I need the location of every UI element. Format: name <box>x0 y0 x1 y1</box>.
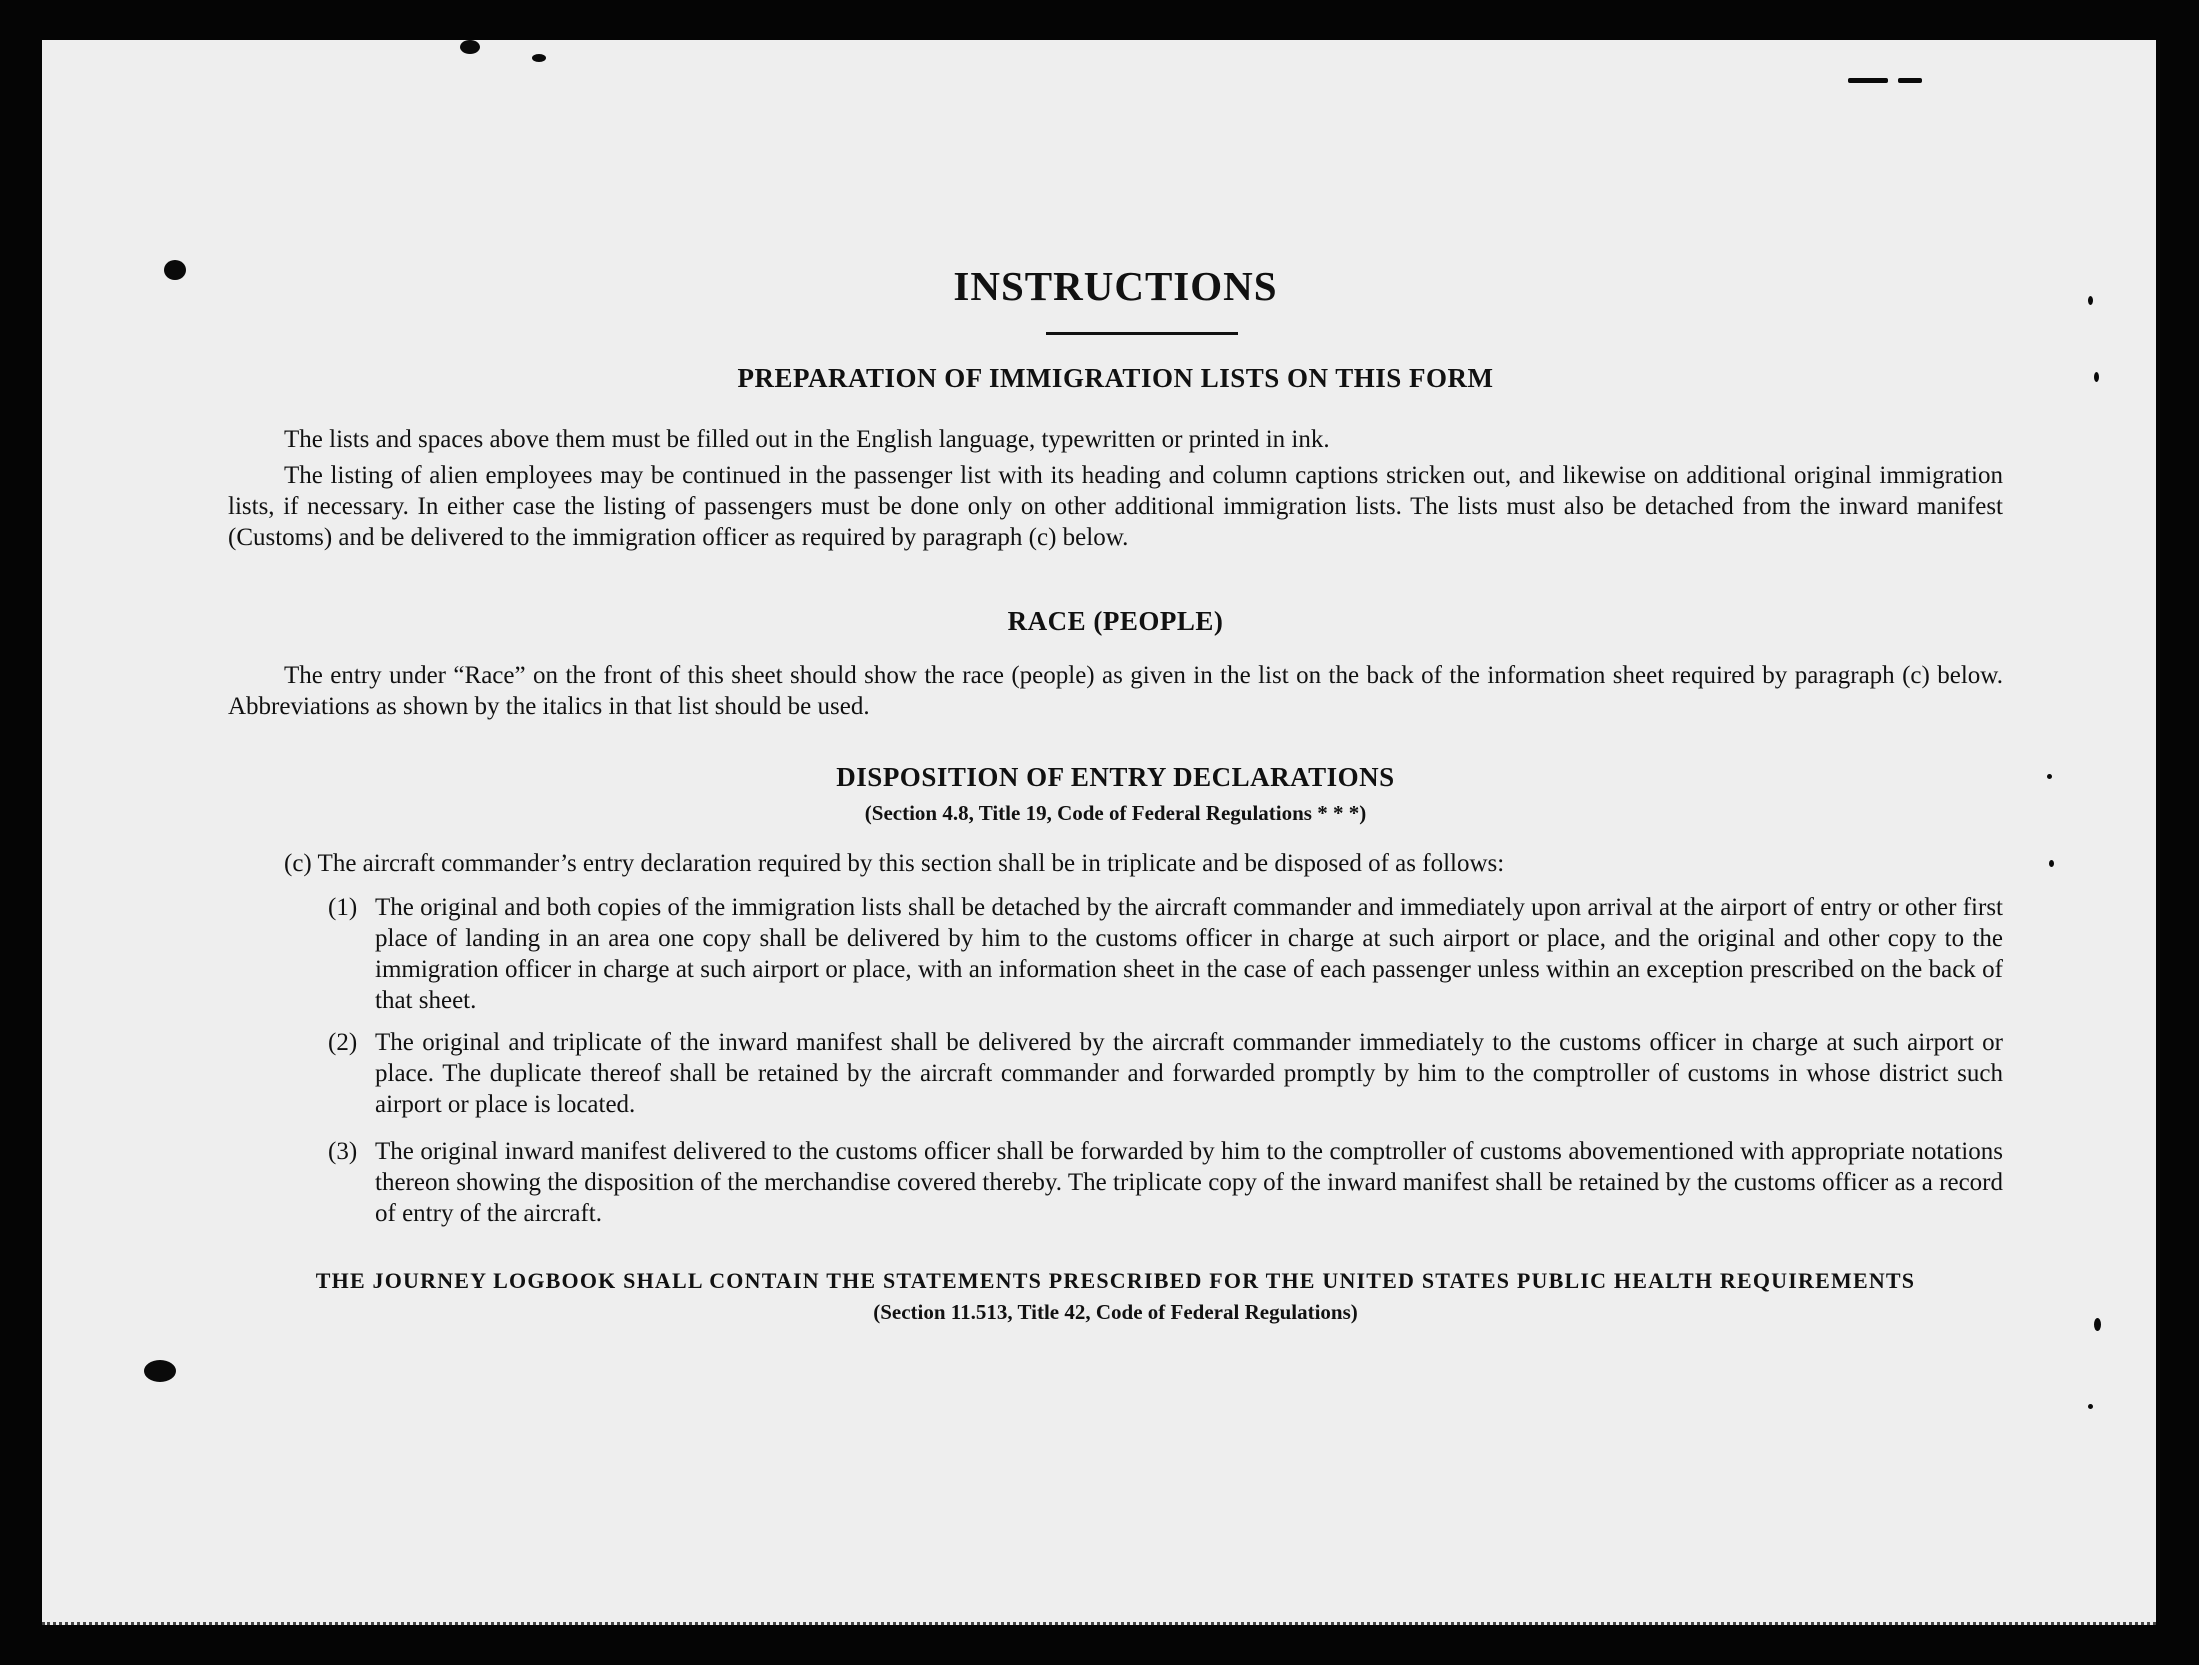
disposition-heading: DISPOSITION OF ENTRY DECLARATIONS <box>836 762 1395 792</box>
item-number: (3) <box>328 1138 358 1165</box>
title-underline <box>1046 332 1238 335</box>
scan-spot <box>2094 372 2099 382</box>
scan-spot <box>2094 1318 2101 1331</box>
preparation-heading: PREPARATION OF IMMIGRATION LISTS ON THIS FORM <box>737 363 1494 393</box>
race-paragraph: The entry under “Race” on the front of this sheet should show the race (people) as given in the list on the back of the information sheet required by paragraph (c) below. Abbreviations as shown by the italics in that list should be used. <box>228 662 2003 720</box>
scan-spot <box>2049 860 2054 867</box>
scan-spot <box>1848 78 1888 83</box>
scan-spot <box>144 1360 176 1382</box>
item-number: (1) <box>328 894 358 921</box>
bleed-through-text <box>42 40 2156 360</box>
disposition-item-2 <box>328 1027 2003 1120</box>
race-heading: RACE (PEOPLE) <box>1007 606 1224 636</box>
document-page <box>42 40 2156 1625</box>
disposition-intro: (c) The aircraft commander’s entry declaration required by this section shall be in triplicate and be disposed of as follows: <box>284 850 1505 877</box>
scan-spot <box>164 260 186 280</box>
scan-spot <box>532 54 546 62</box>
preparation-paragraph-2: The listing of alien employees may be continued in the passenger list with its heading and column captions stricken out, and likewise on additional original immigration lists, if necessary. In either case the listing of passengers must be done only on other additional immigration lists. The lists must also be detached from the inward manifest (Customs) and be delivered to the immigration officer as required by paragraph (c) below. <box>228 462 2003 551</box>
item-text: The original and triplicate of the inward manifest shall be delivered by the aircraft commander immediately to the customs officer in charge at such airport or place. The duplicate thereof shall be retained by the aircraft commander and forwarded promptly by him to the comptroller of customs in whose district such airport or place is located. <box>375 1029 2003 1118</box>
disposition-item-3 <box>328 1136 2003 1229</box>
scan-spot <box>460 40 480 54</box>
disposition-citation: (Section 4.8, Title 19, Code of Federal Regulations * * *) <box>864 801 1367 825</box>
item-number: (2) <box>328 1029 358 1056</box>
scan-spot <box>1898 78 1922 83</box>
scan-spot <box>2047 774 2052 779</box>
footer-statement: THE JOURNEY LOGBOOK SHALL CONTAIN THE STATEMENTS PRESCRIBED FOR THE UNITED STATES PUBLIC HEALTH REQUIREMENTS <box>315 1268 1916 1293</box>
item-text: The original and both copies of the immigration lists shall be detached by the aircraft commander and immediately upon arrival at the airport of entry or other first place of landing in an area one copy shall be delivered by him to the customs officer in charge at such airport or place, and the original and other copy to the immigration officer in charge at such airport or place, with an information sheet in the case of each passenger unless within an exception prescribed on the back of that sheet. <box>375 894 2003 1014</box>
disposition-item-1 <box>328 892 2003 1016</box>
scan-spot <box>2088 296 2093 305</box>
preparation-paragraph-1: The lists and spaces above them must be filled out in the English language, typewritten or printed in ink. <box>284 426 1330 453</box>
item-text: The original inward manifest delivered to the customs officer shall be forwarded by him to the comptroller of customs abovementioned with appropriate notations thereon showing the disposition of the merchandise covered thereby. The triplicate copy of the inward manifest shall be retained by the customs officer as a record of entry of the aircraft. <box>375 1138 2003 1227</box>
footer-citation: (Section 11.513, Title 42, Code of Federal Regulations) <box>873 1300 1358 1324</box>
page-title: INSTRUCTIONS <box>953 263 1278 309</box>
scan-spot <box>2088 1404 2093 1409</box>
